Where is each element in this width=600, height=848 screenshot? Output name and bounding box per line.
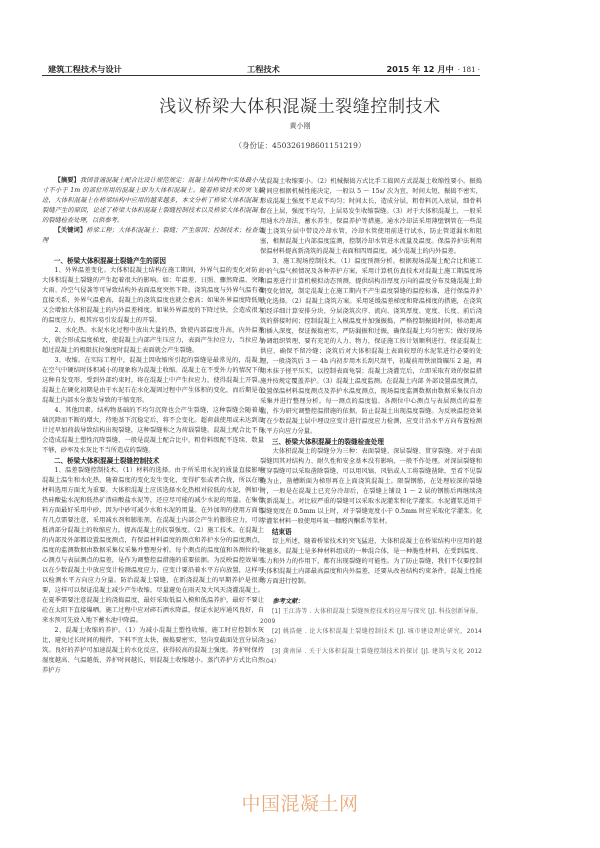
right-column: [260, 177, 482, 667]
keywords-label: 【关键词】: [54, 227, 87, 234]
abstract-text: 我国普通混凝土配合比设计规范规定：混凝土结构物中实体最小尺寸不小于 1m 的部位所用的混凝土即为大体积混凝土。随着桥梁技术的突飞猛进，大体积混凝土在桥梁结构中应用的越来越多，本文分析了桥梁大体积混凝土裂缝产生的原因，论述了桥梁大体积混凝土裂缝控制技术以及桥梁大体积混凝土的裂缝检查处理，以供参考。: [42, 177, 264, 224]
reference-item: [2] 姚浩健 . 论大体积混凝土裂缝控制技术 [J]. 城市建设理论研究，2014（36）: [260, 628, 482, 645]
section-name: 工程技术: [247, 64, 280, 74]
issue-date: 2015 年 12 月中: [386, 64, 454, 74]
paragraph: 2、水化热。水泥水化过程中放出大量的热，致使内部温度升高，内外温差大，就会形成温度梯度，使混凝土内部产生压应力，表面产生拉应力，当拉应力超过混凝土的极限抗拉强度时混凝土表面就会产生裂缝。: [42, 327, 264, 354]
paragraph: 4、其他因素。结构物基础的不均匀沉降也会产生裂缝，这种裂缝会随着基础沉降而不断的增大，待地基下沉稳定后，将不会变化。超荷载使用或未达到设计过早加荷载导致结构出现裂缝，这种裂缝称之为荷载裂缝。混凝土配合比不良会造成混凝土塑性沉降裂缝，一般是混凝土配合比中，粗骨料级配不连续、数量不够，砂率及水灰比不当所造成的裂缝。: [42, 407, 264, 454]
reference-item: [1] 王江涛等 . 大体积混凝土裂缝预控技术的应用与探究 [J]. 科技创新导报，2009: [260, 608, 482, 625]
abstract-label: 【摘要】: [54, 177, 80, 184]
section-heading: 一、桥梁大体积混凝土裂缝产生的原因: [53, 257, 166, 265]
section-heading: 结束语: [271, 528, 292, 536]
abstract: [42, 176, 264, 226]
keywords: [42, 226, 264, 246]
paragraph: 3、收缩。在实际工程中，混凝土因收缩所引起的裂缝是最常见的，混凝土在空气中硬结时体积减小的现象称为混凝土收缩。混凝土在不受外力的情况下的这种自发变形，受到外部约束时，将在混凝土中产生拉应力，使得混凝土开裂。混凝土在硬化初期是由于水泥石在水化凝固过程中产生体积的变化，而后期是在混凝土内部水分蒸发导致的干缩变形。: [42, 357, 264, 404]
paragraph: 综上所述，随着桥梁技术的突飞猛进，大体积混凝土在桥梁结构中应用的越来越多。混凝土是多种材料组成的一种混合体，是一种脆性材料，在受到温度、压力和外力的作用下，都有出现裂缝的可能性。为了防止裂缝，我们不仅要控制大体积混凝土内部最高温度和内外温差，还要从改善结构约束条件，混凝土性能等方面进行控制。: [260, 538, 482, 585]
header-rule: [42, 75, 480, 76]
paragraph: 大体积混凝土的裂缝分为三种：表面裂缝、深层裂缝、贯穿裂缝。对于表面裂缝因其对结构力、耐久性和安全基本没有影响，一般不作处理。对深层裂缝和贯穿裂缝可以采取凿除裂缝，可以用风镐、风钻或人工将裂缝凿除，至看不见裂缝为止，凿槽断面为梯形再在上面浇筑混凝土。限裂钢筋，在处理较深的裂缝时，一般是在混凝土已充分冷却后，在裂缝上铺设 1 ～ 2 层的钢筋后再继续浇筑新混凝土。对比较严重的裂缝可以采取水泥灌浆和化学灌浆。水泥灌浆适用于裂缝宽度在 0.5mm 以上时，对于裂缝宽度小于 0.5mm 时应采取化学灌浆。化学灌浆材料一般使用环氧一糠醛丙酮系等浆材。: [260, 448, 482, 525]
section-heading: 二、桥梁大体积混凝土裂缝控制技术: [53, 457, 160, 465]
author-id: （身份证：450326198601151219）: [234, 141, 366, 150]
references-title: 参考文献：: [272, 598, 304, 605]
watermark: 中国混凝土网: [241, 793, 359, 815]
article-author: 黄小刚: [289, 122, 311, 130]
journal-name: 建筑工程技术与设计: [48, 64, 122, 74]
page-number: · 181 ·: [457, 66, 480, 74]
paragraph: 3、施工现场控制技术。（1）温度预测分析。根据现场混凝土配合比和施工中的气温气候情况及各种养护方案，采用计算机仿真技术对混凝土施工期温度场和温差进行计算机模拟动态预测，提供结构沿厚度方向的温度分布及随混凝土龄期变化情况，制定混凝土在施工期内不产生温度裂缝的温控标准，进行保温养护优化选择。（2）混凝土浇筑方案。采用延缓温差梯度和降温梯度的措施，在浇筑前经详细计算安排分块、分层浇筑次序、流向、浇筑厚度、宽度、长度、前后浇筑的搭接时间；控制混凝土入模温度并加强振捣，严格控制振捣时间，移动距离和插入深度，保证振捣密实，严防漏振和过振，确保混凝土均匀密实；做好现场协调组织管理，要有充足的人力、物力，保证施工按计划顺利进行，保证混凝土供应，确保不留冷缝；浇筑后对大体积混凝土表面较厚的水泥浆进行必要的处理，一般浇筑后 3 ～ 4h 内初步用木长刮尺刮平，初凝前用铁滚筒碾压 2 遍，再用木抹子搓平压实，以控制表面龟裂；混凝土浇灌完后，立即采取有效的保温措施并按规定覆盖养护。（3）混凝土温度监测。在混凝土内部 外部设置温度测点，设置保温材料温度测点及养护水温度测点，现场温度监测数据由数据采集仪自动采集并进行整理分析。每一测点的温度值、各测位中心测点与表层测点的温差值，作为研究调整控温措施的依据，防止混凝土出现温度裂缝。为反映温控效果可在少数混凝土层中埋设应变计进行温度应力检测，应变计沿水平方向布置检测水平方向应力分量。: [260, 258, 482, 435]
issue-info: [386, 64, 480, 75]
section-heading: 三、桥梁大体积混凝土的裂缝检查处理: [271, 438, 384, 446]
article-title: 浅议桥梁大体积混凝土裂缝控制技术: [159, 97, 441, 117]
keywords-text: 桥梁工程；大体积混凝土；裂缝；产生原因；控制技术；检查处理: [42, 227, 265, 244]
paragraph: 1、外界温差变化。大体积混凝土结构在施工期间，外界气温的变化对防止大体积混凝土裂缝的产生起着很大的影响。如：年温差、日照、骤然降温、突降大雨、冷空气侵袭等可导致结构外表面温度突然下降。浇筑温度与外界气温有着直接关系，外界气温愈高，混凝土的浇筑温度也就会愈高；如果外界温度降低则又会增加大体积混凝土的内外温差梯度。如果外界温度的下降过快，会造成很大的温度应力，极其容易引发混凝土的开裂。: [42, 267, 264, 324]
running-header: [42, 62, 480, 76]
reference-item: [3] 龚南屏 . 关于大体积混凝土裂缝控制技术的探讨 [J]. 建筑与文化 2012（04）: [260, 648, 482, 665]
left-column: [42, 176, 264, 676]
paragraph-continued: 式混凝土收缩要小。（2）机械振捣方式比手工捣固方式混凝土收缩性要小。振捣时间应根据机械性能决定，一般以 5 ～ 15s/ 次为宜，时间太短，振捣不密实，形成混凝土强度不足或不均匀；时间太长，造成分层，粗骨料沉入底层，细骨料留在上层，强度不均匀，上层易发生收缩裂缝。（3）对于大体积混凝土，一般采用通水冷却法、蓄水养生、保温养护等措施。通水冷却法采用薄壁钢管在一些混凝土浇筑分层中带设冷却水管，冷却水管使用前进行试水，防止管道漏水和阻塞，根据混凝土内部温度监测，控制冷却水管进水流量及温度。保温养护法利用保温材料提高新浇筑的混凝土表面和四周温度，减少混凝土的内外温差。: [260, 178, 482, 255]
paragraph: 1、温差裂缝控制技术。（1）材料的选择。由于所采用水泥的质量直接影响混凝土温生和水化热，随着温度的变化发生变化，变得扩张或者合拢，所以在原材料选用方面尤为重要。大体积混凝土应该选择水化热相对较低的水泥，例如中热硅酸盐水泥和低热矿渣硅酸盐水泥等，还应尽可能的减少水泥的用量。在集骨料方面最好采用中砂，因为中砂可减少水和水泥的用量。在外加剂的使用方面也有几点需要注意，采用减水剂和膨胀剂，在混凝土内部会产生的膨胀应力，可以抵消部分混凝土的收缩应力，提高混凝土的抗裂强度。（2）施工技术。在混凝土的内部及外部都设置温度测点，有保温材料温度的测点和养护水分的温度测点，温度的监测数据由数据采集仪采集并整理分析。每个测点的温度值和各测位的中心测点与表层测点的温差，是作为调整控温措施的重要依据。为反映温控效果可以在少数混凝土中放应变计检测温度应力，应变计要沿着水平方向放置，这样可以检测水平方向应力分量。防治混凝土裂缝，在新浇混凝土的早期养护是很重要，这样可以保证混凝土减少产生收缩。尽量避免在雨天及大风天浇灌混凝土。在夏季需要注意混凝土的浇捣温度，最好采取低温入模和低温养护，最好不要让砼在太阳下直接爆晒。施工过程中应对碎石洒水降温，保证水泥库通风良好，自来水预可先放入地下蓄水池中降温。: [42, 467, 264, 624]
paragraph: 2、混凝土收缩的养护。（1）为减小混凝土塑性收缩，施工时应控制水灰比，避免过长时间的搅拌，下料不宜太快，振捣要密实，竖向变截面处宜分层浇筑。良好的养护可加速混凝土的水化反应，获得较高的混凝土强度。养护时保持湿度越高、气温越低、养护时间越长，则混凝土收缩越小。蒸汽养护方式比自然养护方: [42, 627, 264, 674]
